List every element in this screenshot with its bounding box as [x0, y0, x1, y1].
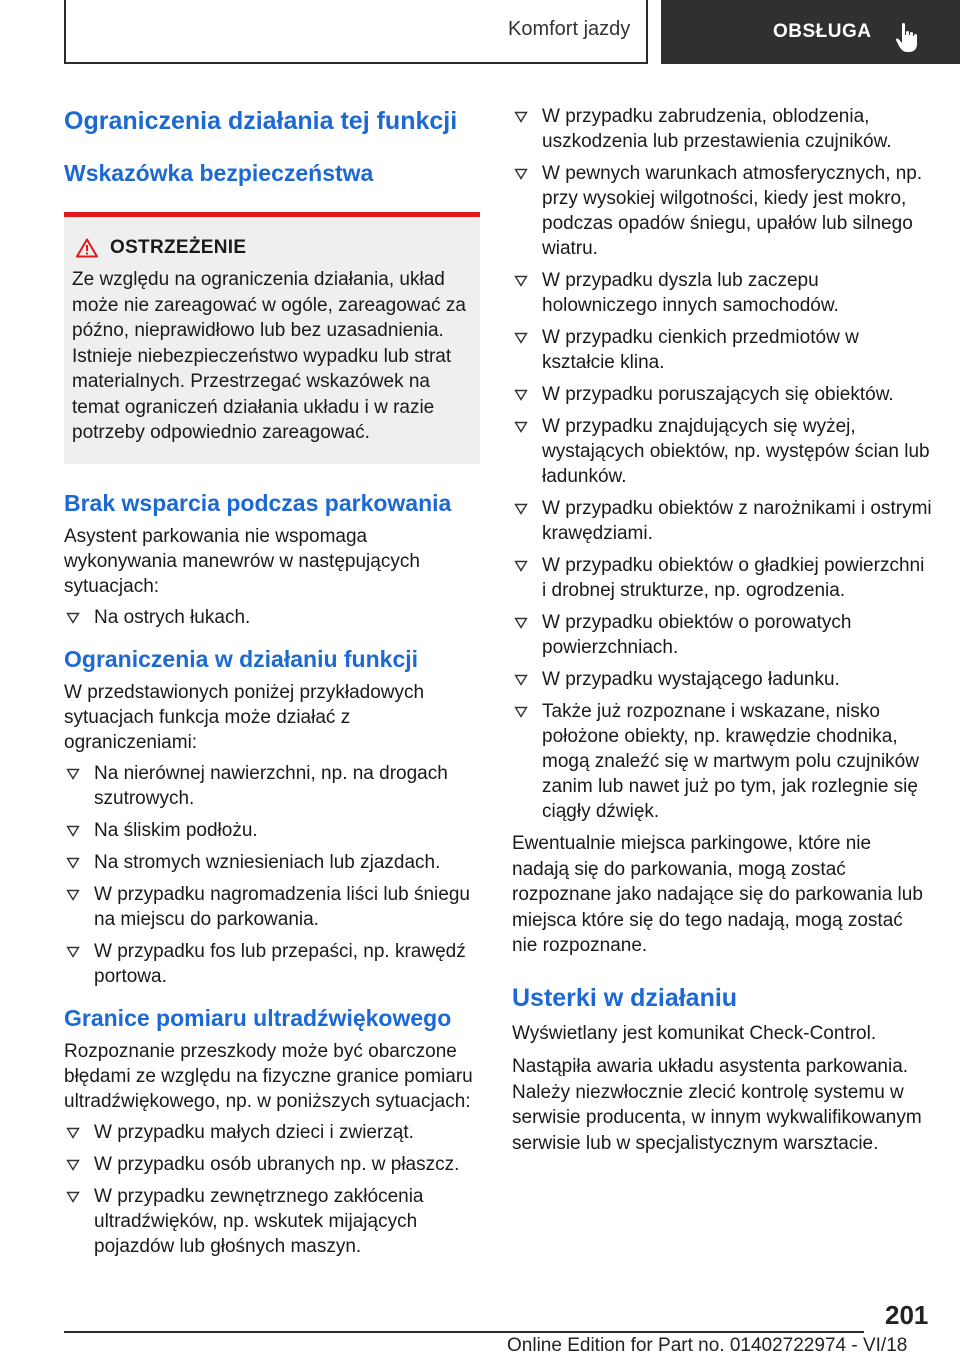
list-item: W przypadku obiektów o porowatych powierzchniach. [512, 610, 932, 660]
header-chapter-label: OBSŁUGA [773, 21, 872, 42]
limits-intro: W przedstawionych poniżej przykładowych sytuacjach funkcja może działać z ograniczeniami: [64, 681, 425, 753]
sensor-limits-list [512, 104, 932, 824]
bullet-triangle-icon [514, 706, 528, 718]
list-item: W przypadku dyszla lub zaczepu holowniczego innych samochodów. [512, 268, 932, 318]
list-item: W przypadku cienkich przedmiotów w kształcie klina. [512, 325, 932, 375]
bullet-triangle-icon [514, 332, 528, 344]
list-item: W przypadku znajdujących się wyżej, wystających obiektów, np. występów ścian lub ładunków. [512, 414, 932, 489]
closing-paragraph: Ewentualnie miejsca parkingowe, które nie nadają się do parkowania, mogą zostać rozpoznane jako nadające się do parkowania lub miejsca które się do tego nadają, mogą zostać nie rozpoznane. [512, 833, 923, 956]
bullet-triangle-icon [514, 389, 528, 401]
list-item: Na śliskim podłożu. [64, 818, 480, 843]
bullet-triangle-icon [514, 168, 528, 180]
faults-instruction: Nastąpiła awaria układu asystenta parkowania. Należy niezwłocznie zlecić kontrolę systemu w serwisie producenta, w innym wykwalifikowanym serwisie lub w specjalistycznym warsztacie. [512, 1056, 922, 1154]
list-item: W przypadku osób ubranych np. w płaszcz. [64, 1152, 480, 1177]
warning-box [64, 212, 480, 464]
pointing-hand-icon [895, 22, 921, 54]
list-item: Na ostrych łukach. [64, 605, 480, 630]
right-column [512, 104, 932, 1156]
list-item: W przypadku obiektów o gładkiej powierzchni i drobnej strukturze, np. ogrodzenia. [512, 553, 932, 603]
ultrasonic-heading: Granice pomiaru ultradźwiękowego [64, 1004, 452, 1031]
list-item: W przypadku fos lub przepaści, np. krawędź portowa. [64, 939, 480, 989]
bullet-triangle-icon [66, 946, 80, 958]
list-item: W przypadku zabrudzenia, oblodzenia, uszkodzenia lub przestawienia czujników. [512, 104, 932, 154]
faults-message: Wyświetlany jest komunikat Check-Control. [512, 1022, 877, 1044]
bullet-triangle-icon [66, 857, 80, 869]
list-item: W przypadku obiektów z narożnikami i ostrymi krawędziami. [512, 496, 932, 546]
list-item: W przypadku nagromadzenia liści lub śniegu na miejscu do parkowania. [64, 882, 480, 932]
footer-divider [64, 1331, 864, 1333]
faults-heading: Usterki w działaniu [512, 983, 738, 1012]
bullet-triangle-icon [514, 275, 528, 287]
no-support-heading: Brak wsparcia podczas parkowania [64, 489, 452, 516]
safety-heading: Wskazówka bezpieczeństwa [64, 160, 374, 186]
bullet-triangle-icon [514, 421, 528, 433]
warning-text: Ze względu na ograniczenia działania, układ może nie zareagować w ogóle, zareagować za późno, nieprawidłowo lub bez uzasadnienia. Istnieje niebezpieczeństwo wypadku lub strat materialnych. Przestrzegać wskazówek na temat ograniczeń działania układu i w razie potrzeby odpowiednio zareagować. [72, 269, 466, 443]
limits-list [64, 761, 480, 989]
bullet-triangle-icon [66, 1127, 80, 1139]
bullet-triangle-icon [514, 560, 528, 572]
list-item: W przypadku poruszających się obiektów. [512, 382, 932, 407]
limits-heading: Ograniczenia w działaniu funkcji [64, 645, 419, 672]
section-heading: Ograniczenia działania tej funkcji [64, 107, 458, 135]
bullet-triangle-icon [514, 503, 528, 515]
bullet-triangle-icon [66, 825, 80, 837]
list-item: W pewnych warunkach atmosferycznych, np. przy wysokiej wilgotności, kiedy jest mokro, podczas opadów śniegu, upałów lub silnego wiatru. [512, 161, 932, 261]
ultrasonic-list [64, 1120, 480, 1259]
list-item: W przypadku wystającego ładunku. [512, 667, 932, 692]
header-section-title: Komfort jazdy [508, 18, 631, 40]
list-item: Na nierównej nawierzchni, np. na drogach szutrowych. [64, 761, 480, 811]
warning-header [72, 237, 468, 259]
bullet-triangle-icon [514, 111, 528, 123]
page-number: 201 [885, 1300, 929, 1330]
warning-triangle-icon [76, 238, 98, 258]
bullet-triangle-icon [514, 674, 528, 686]
bullet-triangle-icon [514, 617, 528, 629]
no-support-intro: Asystent parkowania nie wspomaga wykonywania manewrów w następujących sytuacjach: [64, 525, 420, 597]
warning-title: OSTRZEŻENIE [110, 237, 247, 258]
no-support-list [64, 605, 480, 630]
list-item: W przypadku małych dzieci i zwierząt. [64, 1120, 480, 1145]
list-item: Na stromych wzniesieniach lub zjazdach. [64, 850, 480, 875]
list-item: W przypadku zewnętrznego zakłócenia ultradźwięków, np. wskutek mijających pojazdów lub głośnych maszyn. [64, 1184, 480, 1259]
bullet-triangle-icon [66, 1159, 80, 1171]
bullet-triangle-icon [66, 768, 80, 780]
bullet-triangle-icon [66, 612, 80, 624]
bullet-triangle-icon [66, 889, 80, 901]
left-column [64, 96, 480, 1266]
ultrasonic-intro: Rozpoznanie przeszkody może być obarczone błędami ze względu na fizyczne granice pomiaru ultradźwiękowego, np. w poniższych sytuacjach: [64, 1040, 473, 1112]
bullet-triangle-icon [66, 1191, 80, 1203]
footer-edition: Online Edition for Part no. 01402722974 - VI/18 [507, 1335, 908, 1356]
list-item: Także już rozpoznane i wskazane, nisko położone obiekty, np. krawędzie chodnika, mogą znaleźć się w martwym polu czujników zanim lub nawet już po tym, jak rozlegnie się ciągły dźwięk. [512, 699, 932, 824]
